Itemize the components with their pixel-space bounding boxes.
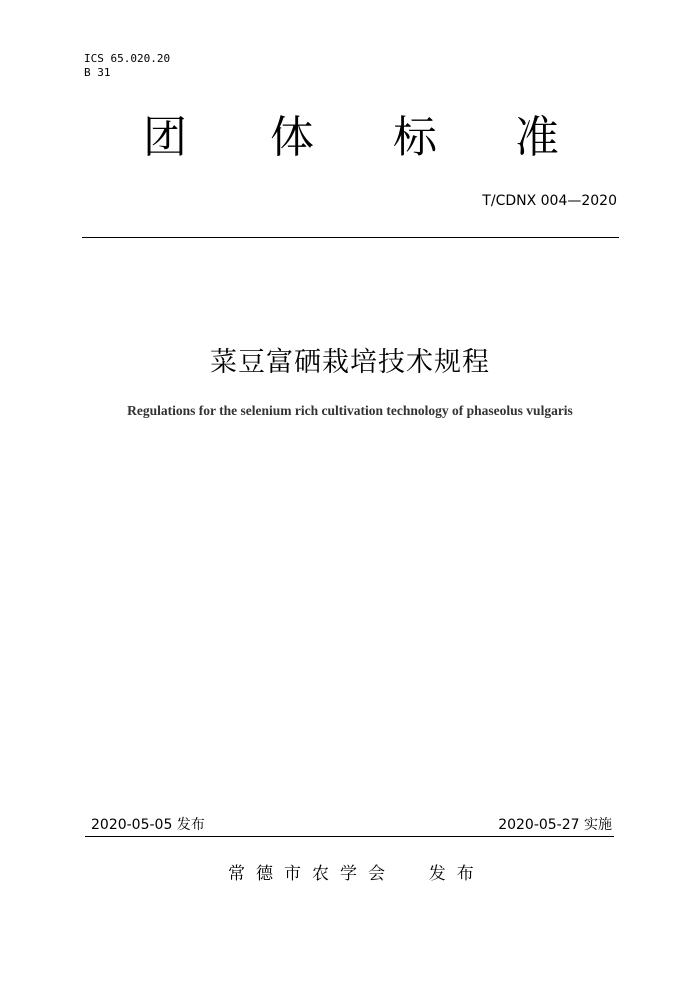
implement-date: 2020-05-27 实施 xyxy=(498,817,612,833)
footer-divider xyxy=(85,836,614,837)
standard-type-char: 标 xyxy=(393,112,437,163)
standard-number: T/CDNX 004—2020 xyxy=(482,193,617,209)
standard-type-char: 体 xyxy=(270,112,314,163)
publish-date: 2020-05-05 发布 xyxy=(91,817,205,833)
ics-code: ICS 65.020.20 xyxy=(84,52,171,65)
header-divider xyxy=(82,237,619,238)
ccs-code: B 31 xyxy=(84,66,111,79)
document-subtitle-english: Regulations for the selenium rich cultivation technology of phaseolus vulgaris xyxy=(127,403,573,418)
standard-type-char: 团 xyxy=(143,112,187,163)
standard-type-title xyxy=(125,108,595,168)
document-title: 菜豆富硒栽培技术规程 xyxy=(210,347,490,378)
issuer: 常德市农学会 发布 xyxy=(228,864,485,884)
standard-type-char: 准 xyxy=(515,112,559,163)
